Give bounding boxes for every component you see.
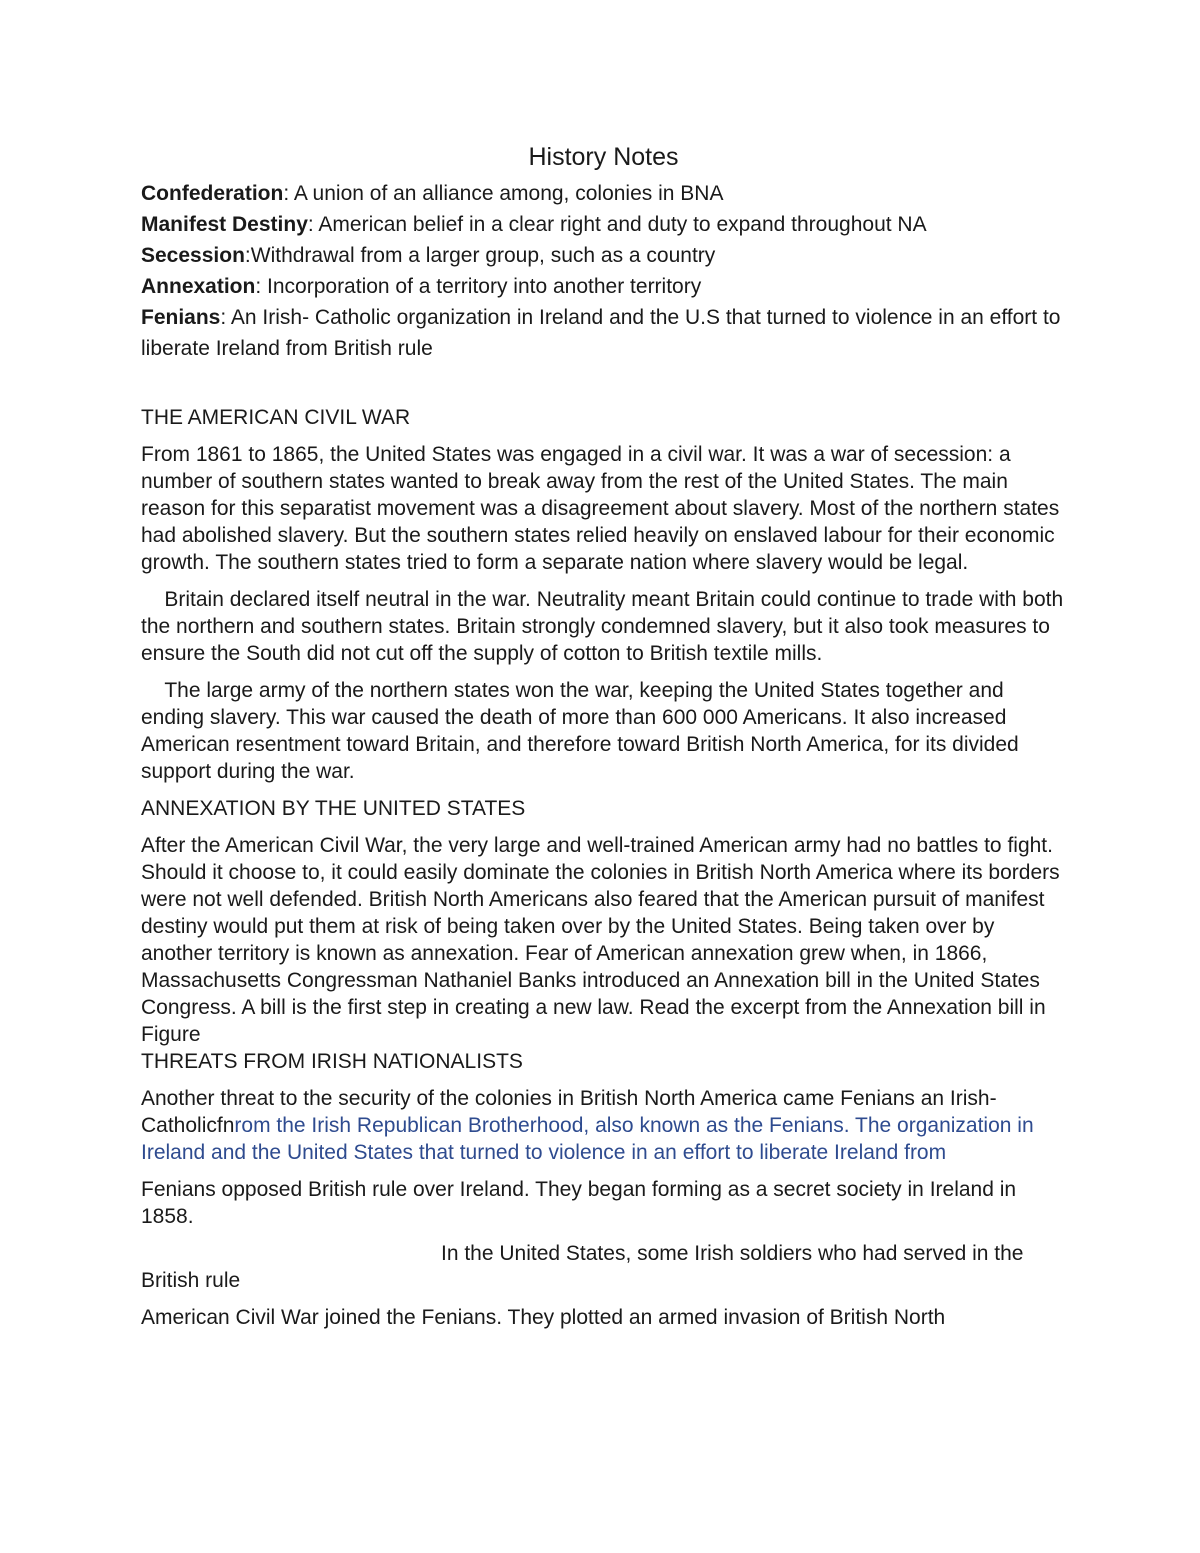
section-heading-annexation: ANNEXATION BY THE UNITED STATES: [141, 797, 526, 820]
civil-war-paragraph-3: The large army of the northern states won the war, keeping the United States together and ending slavery. This war caused the death of more than 600 000 Americans. It also increased American resentment toward Britain, and therefore toward British North America, for its divided support during the war.: [141, 679, 1019, 783]
irish-republican-brotherhood-link[interactable]: rom the Irish Republican Brotherhood, also known as the Fenians. The organization in Ireland and the United States that turned to violence in an effort to liberate Ireland from: [141, 1114, 1034, 1164]
definition-fenians: Fenians: An Irish- Catholic organization in Ireland and the U.S that turned to violence in an effort to liberate Ireland from British rule: [141, 306, 1061, 360]
irish-paragraph-1: Another threat to the security of the colonies in British North America came Fenians an Irish-Catholicfnrom the Irish Republican Brotherhood, also known as the Fenians. The organization in Ireland and the United States that turned to violence in an effort to liberate Ireland from: [141, 1087, 1034, 1164]
document-page: [141, 140, 1066, 1341]
term: Annexation: [141, 275, 256, 298]
page-title: History Notes: [528, 143, 679, 171]
definition-text: Incorporation of a territory into another territory: [261, 275, 702, 298]
civil-war-paragraph-1: From 1861 to 1865, the United States was engaged in a civil war. It was a war of secession: a number of southern states wanted to break away from the rest of the United States. The main reason for this separatist movement was a disagreement about slavery. Most of the northern states had abolished slavery. But the southern states relied heavily on enslaved labour for their economic growth. The southern states tried to form a separate nation where slavery would be legal.: [141, 443, 1060, 574]
section-heading-irish-nationalists: THREATS FROM IRISH NATIONALISTS: [141, 1050, 523, 1073]
definition-confederation: Confederation: A union of an alliance among, colonies in BNA: [141, 182, 724, 205]
irish-paragraph-4: American Civil War joined the Fenians. They plotted an armed invasion of British North: [141, 1306, 946, 1329]
definition-text: An Irish- Catholic organization in Ireland and the U.S that turned to violence in an effort to liberate Ireland from British rule: [141, 306, 1061, 360]
term: Secession: [141, 244, 245, 267]
definition-annexation: Annexation: Incorporation of a territory into another territory: [141, 275, 702, 298]
term: Confederation: [141, 182, 284, 205]
annexation-paragraph-1: After the American Civil War, the very large and well-trained American army had no battles to fight. Should it choose to, it could easily dominate the colonies in British North America where its borders were not well defended. British North Americans also feared that the American pursuit of manifest destiny would put them at risk of being taken over by the United States. Being taken over by another territory is known as annexation. Fear of American annexation grew when, in 1866, Massachusetts Congressman Nathaniel Banks introduced an Annexation bill in the United States Congress. A bill is the first step in creating a new law. Read the excerpt from the Annexation bill in Figure: [141, 834, 1060, 1046]
term: Manifest Destiny: [141, 213, 308, 236]
definition-text: Withdrawal from a larger group, such as a country: [250, 244, 716, 267]
civil-war-paragraph-2: Britain declared itself neutral in the war. Neutrality meant Britain could continue to trade with both the northern and southern states. Britain strongly condemned slavery, but it also took measures to ensure the South did not cut off the supply of cotton to British textile mills.: [141, 588, 1064, 665]
irish-paragraph-3: In the United States, some Irish soldiers who had served in the British rule: [141, 1242, 1024, 1292]
term: Fenians: [141, 306, 221, 329]
definition-text: A union of an alliance among, colonies in BNA: [289, 182, 724, 205]
definition-secession: Secession:Withdrawal from a larger group, such as a country: [141, 244, 716, 267]
definition-text: American belief in a clear right and duty to expand throughout NA: [313, 213, 927, 236]
irish-paragraph-2: Fenians opposed British rule over Ireland. They began forming as a secret society in Ireland in 1858.: [141, 1178, 1017, 1228]
section-heading-civil-war: THE AMERICAN CIVIL WAR: [141, 406, 411, 429]
definition-manifest-destiny: Manifest Destiny: American belief in a clear right and duty to expand throughout NA: [141, 213, 927, 236]
